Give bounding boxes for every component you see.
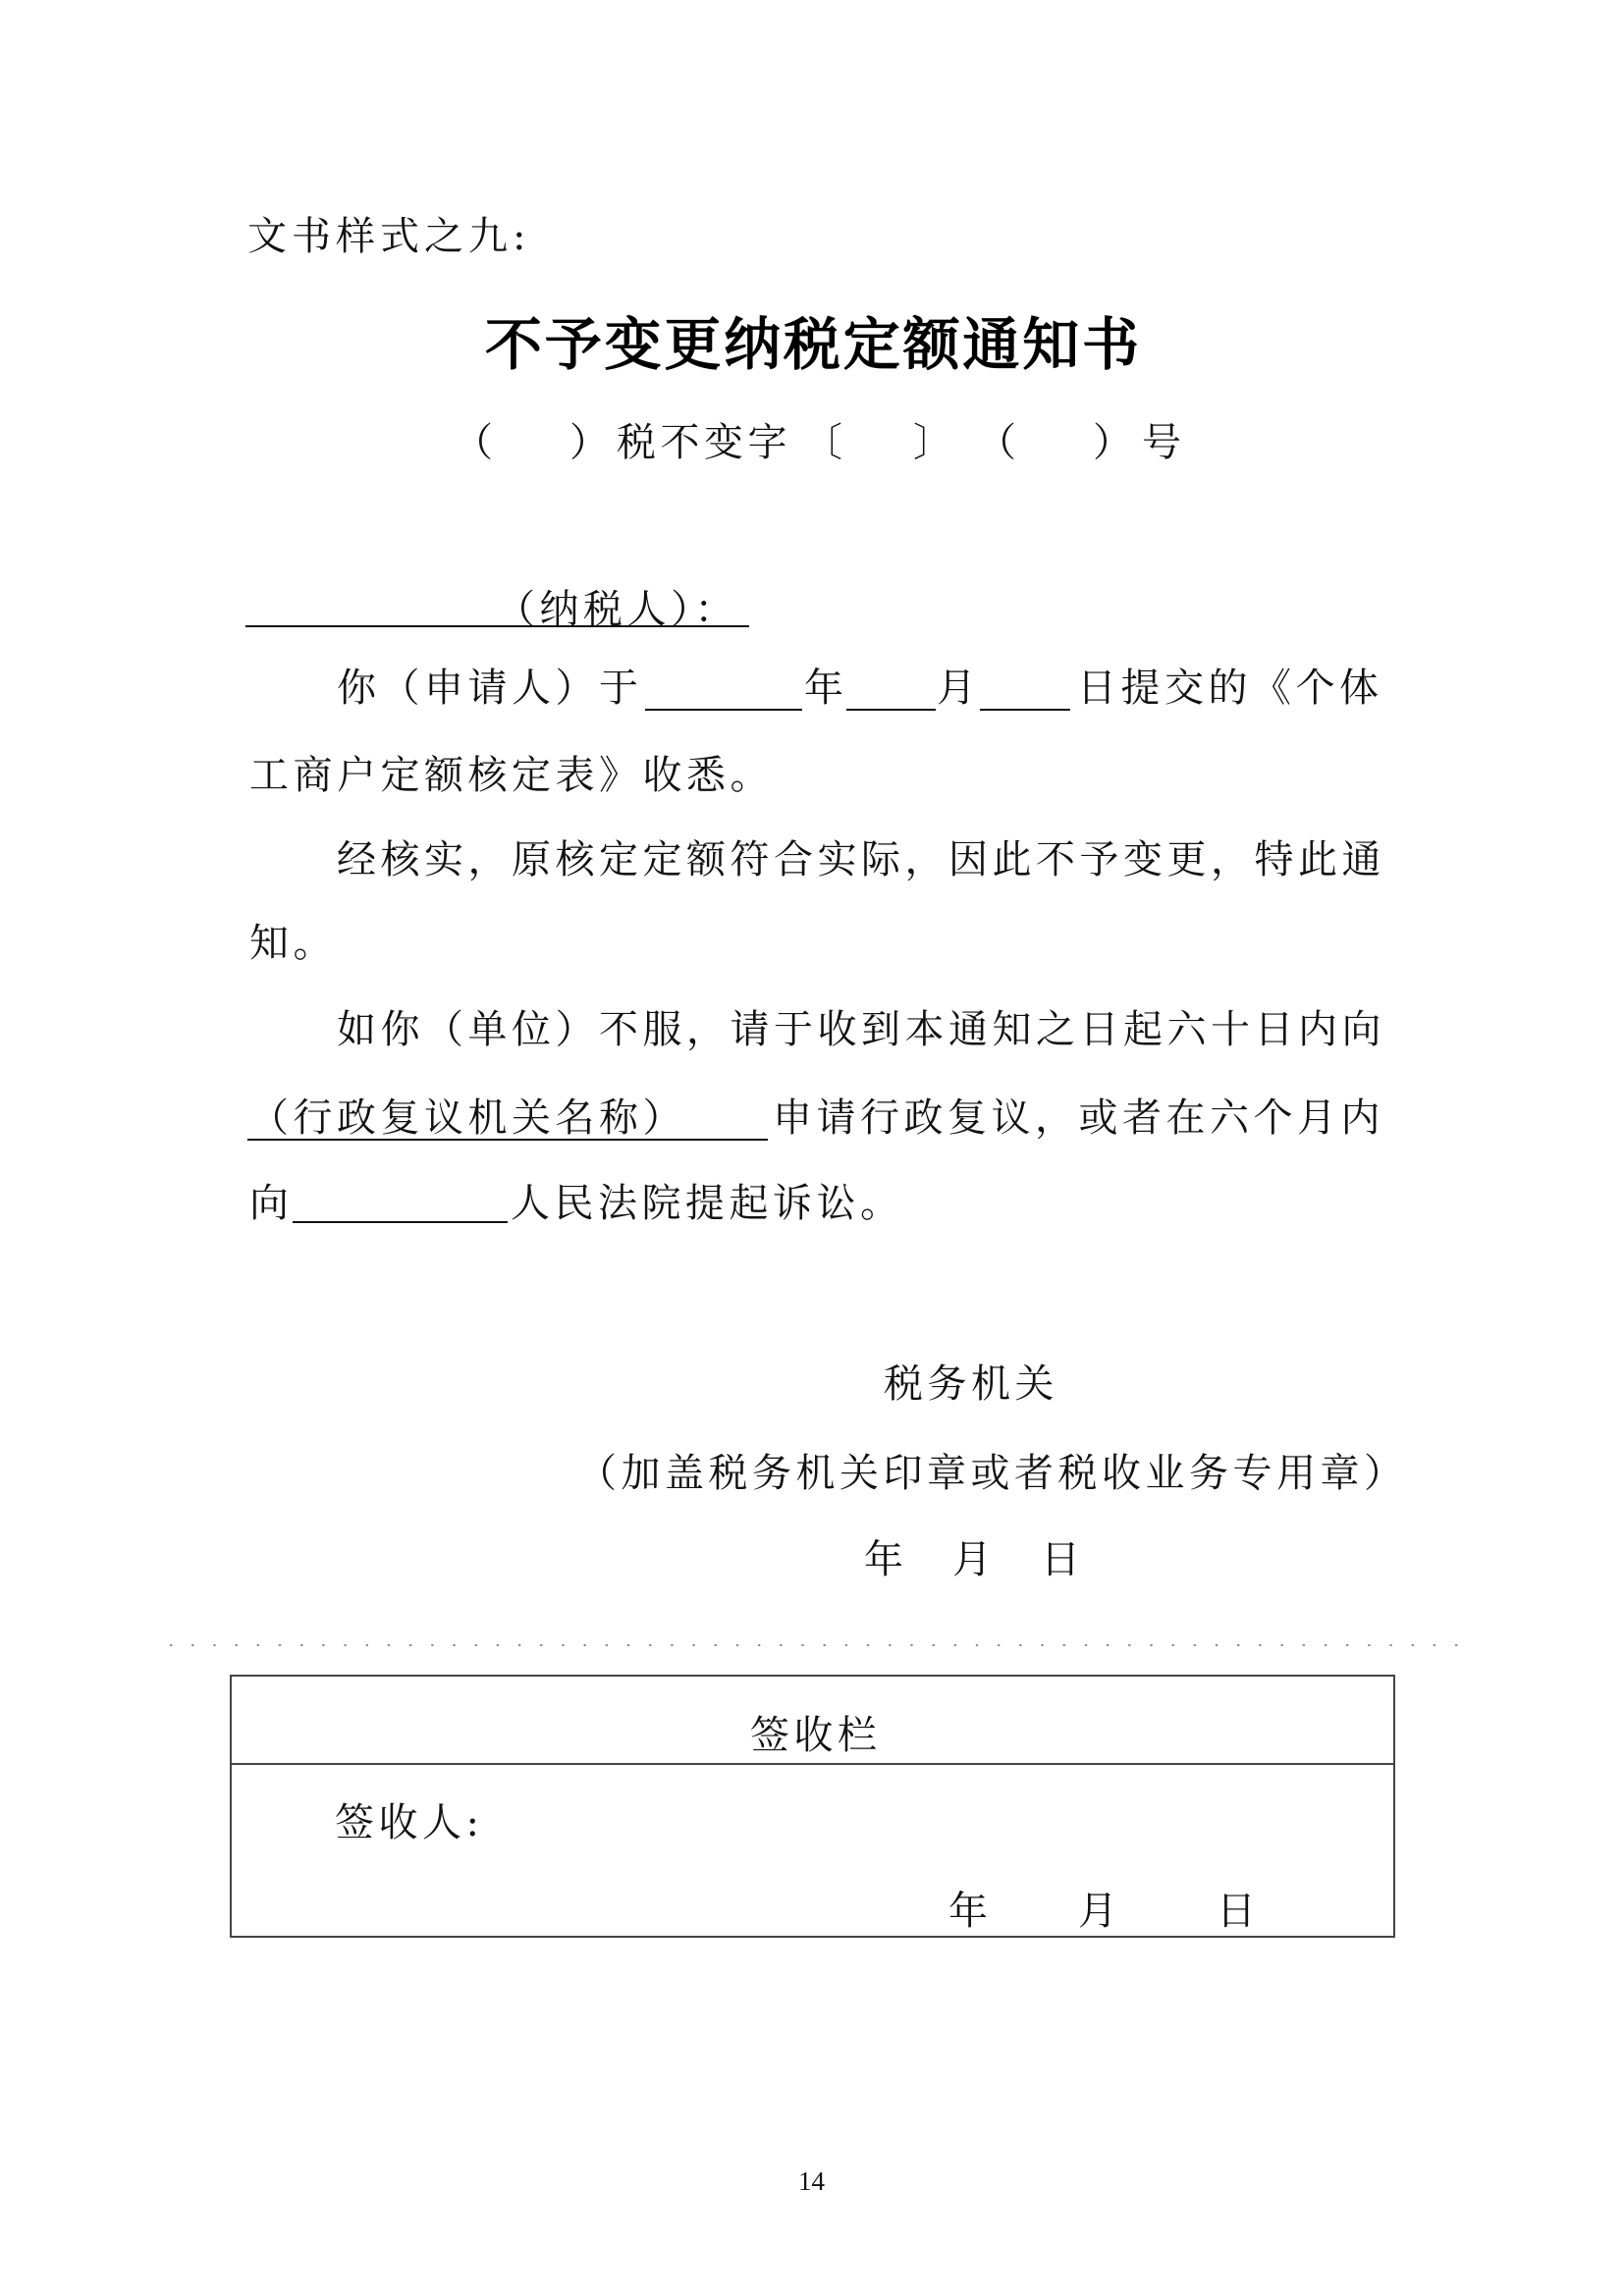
p1-line-2: 工商户定额核定表》收悉。 bbox=[249, 753, 774, 798]
p2-line-2: 知。 bbox=[249, 921, 337, 966]
p1-month-label: 月 bbox=[937, 666, 981, 711]
doc-number-code: 税不变字 bbox=[617, 420, 791, 465]
p1-year-blank[interactable] bbox=[645, 709, 802, 711]
doc-number-open-paren-2: （ bbox=[977, 420, 1021, 465]
p3-line-2-after: 申请行政复议，或者在六个月内 bbox=[773, 1095, 1384, 1141]
p3-court-blank[interactable] bbox=[293, 1221, 508, 1223]
receipt-month: 月 bbox=[1078, 1889, 1122, 1934]
p3-line-3-before: 向 bbox=[249, 1181, 294, 1226]
receipt-header-label: 签收栏 bbox=[750, 1713, 882, 1758]
p1-month-blank[interactable] bbox=[846, 709, 936, 711]
doc-number-close-paren: ） bbox=[569, 420, 614, 465]
dotted-cut-line bbox=[160, 1643, 1462, 1647]
p1-day-blank[interactable] bbox=[980, 709, 1070, 711]
p1-text-after-date: 日提交的《个体 bbox=[1077, 666, 1383, 711]
receipt-table-header bbox=[232, 1677, 1393, 1765]
doc-number-open-paren: （ bbox=[454, 420, 498, 465]
doc-number-close-bracket: 〕 bbox=[913, 420, 957, 465]
p3-review-agency-underline[interactable] bbox=[247, 1139, 768, 1141]
p3-review-agency: （行政复议机关名称） bbox=[249, 1095, 686, 1141]
p1-year-label: 年 bbox=[804, 666, 848, 711]
signature-day: 日 bbox=[1041, 1537, 1085, 1582]
p3-line-3-after: 人民法院提起诉讼。 bbox=[511, 1181, 904, 1226]
p1-text-before-date: 你（申请人）于 bbox=[337, 666, 643, 711]
doc-number-close-paren-2: ） bbox=[1093, 420, 1137, 465]
receipt-year: 年 bbox=[948, 1889, 993, 1934]
p2-line-1: 经核实，原核定定额符合实际，因此不予变更，特此通 bbox=[337, 837, 1385, 882]
page-number: 14 bbox=[798, 2166, 825, 2196]
receipt-signer-label: 签收人: bbox=[335, 1800, 484, 1845]
form-label: 文书样式之九: bbox=[247, 214, 531, 259]
tax-authority-label: 税务机关 bbox=[884, 1362, 1058, 1407]
receipt-table bbox=[230, 1675, 1395, 1938]
signature-month: 月 bbox=[952, 1537, 997, 1582]
signature-year: 年 bbox=[864, 1537, 908, 1582]
p3-line-1: 如你（单位）不服，请于收到本通知之日起六十日内向 bbox=[337, 1007, 1385, 1052]
receipt-day: 日 bbox=[1217, 1889, 1261, 1934]
seal-note: （加盖税务机关印章或者税收业务专用章） bbox=[577, 1451, 1408, 1496]
addressee-label: （纳税人）： bbox=[496, 587, 738, 632]
doc-number-open-bracket: 〔 bbox=[803, 420, 847, 465]
document-title: 不予变更纳税定额通知书 bbox=[485, 311, 1142, 378]
doc-number-suffix: 号 bbox=[1142, 420, 1186, 465]
